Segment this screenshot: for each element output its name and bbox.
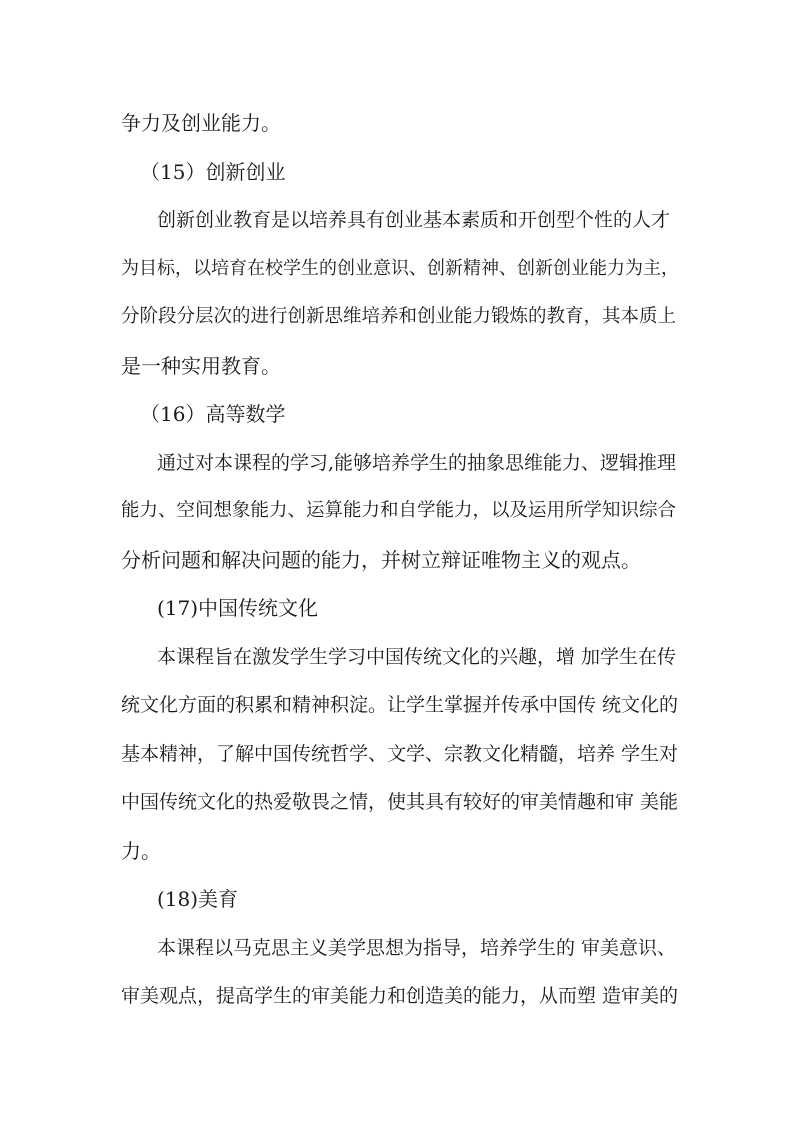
paragraph-line: 审美观点，提高学生的审美能力和创造美的能力，从而塑 造审美的 xyxy=(121,985,679,1007)
paragraph-line: 本课程以马克思主义美学思想为指导，培养学生的 审美意识、 xyxy=(157,937,677,959)
paragraph-line: 争力及创业能力。 xyxy=(121,111,281,135)
paragraph-line: 创新创业教育是以培养具有创业基本素质和开创型个性的人才 xyxy=(157,209,671,231)
paragraph-line: 分析问题和解决问题的能力，并树立辩证唯物主义的观点。 xyxy=(121,548,641,572)
paragraph-line: 分阶段分层次的进行创新思维培养和创业能力锻炼的教育，其本质上 xyxy=(121,306,677,327)
paragraph-line: 本课程旨在激发学生学习中国传统文化的兴趣，增 加学生在传 xyxy=(157,646,677,668)
paragraph-line: 为目标，以培育在校学生的创业意识、创新精神、创新创业能力为主， xyxy=(121,258,679,279)
section-heading-15: （15）创新创业 xyxy=(140,160,286,184)
paragraph-line: 是一种实用教育。 xyxy=(121,354,281,378)
paragraph-line: 通过对本课程的学习,能够培养学生的抽象思维能力、逻辑推理 xyxy=(157,452,677,474)
section-heading-17: (17)中国传统文化 xyxy=(157,596,319,620)
section-heading-18: (18)美育 xyxy=(157,887,239,911)
paragraph-line: 基本精神，了解中国传统哲学、文学、宗教文化精髓，培养 学生对 xyxy=(121,743,679,765)
paragraph-line: 能力、空间想象能力、运算能力和自学能力，以及运用所学知识综合 xyxy=(121,500,677,521)
paragraph-line: 中国传统文化的热爱敬畏之情，使其具有较好的审美情趣和审 美能 xyxy=(121,791,679,813)
paragraph-line: 力。 xyxy=(121,839,161,863)
paragraph-line: 统文化方面的积累和精神积淀。让学生掌握并传承中国传 统文化的 xyxy=(121,694,679,716)
section-heading-16: （16）高等数学 xyxy=(140,402,286,426)
